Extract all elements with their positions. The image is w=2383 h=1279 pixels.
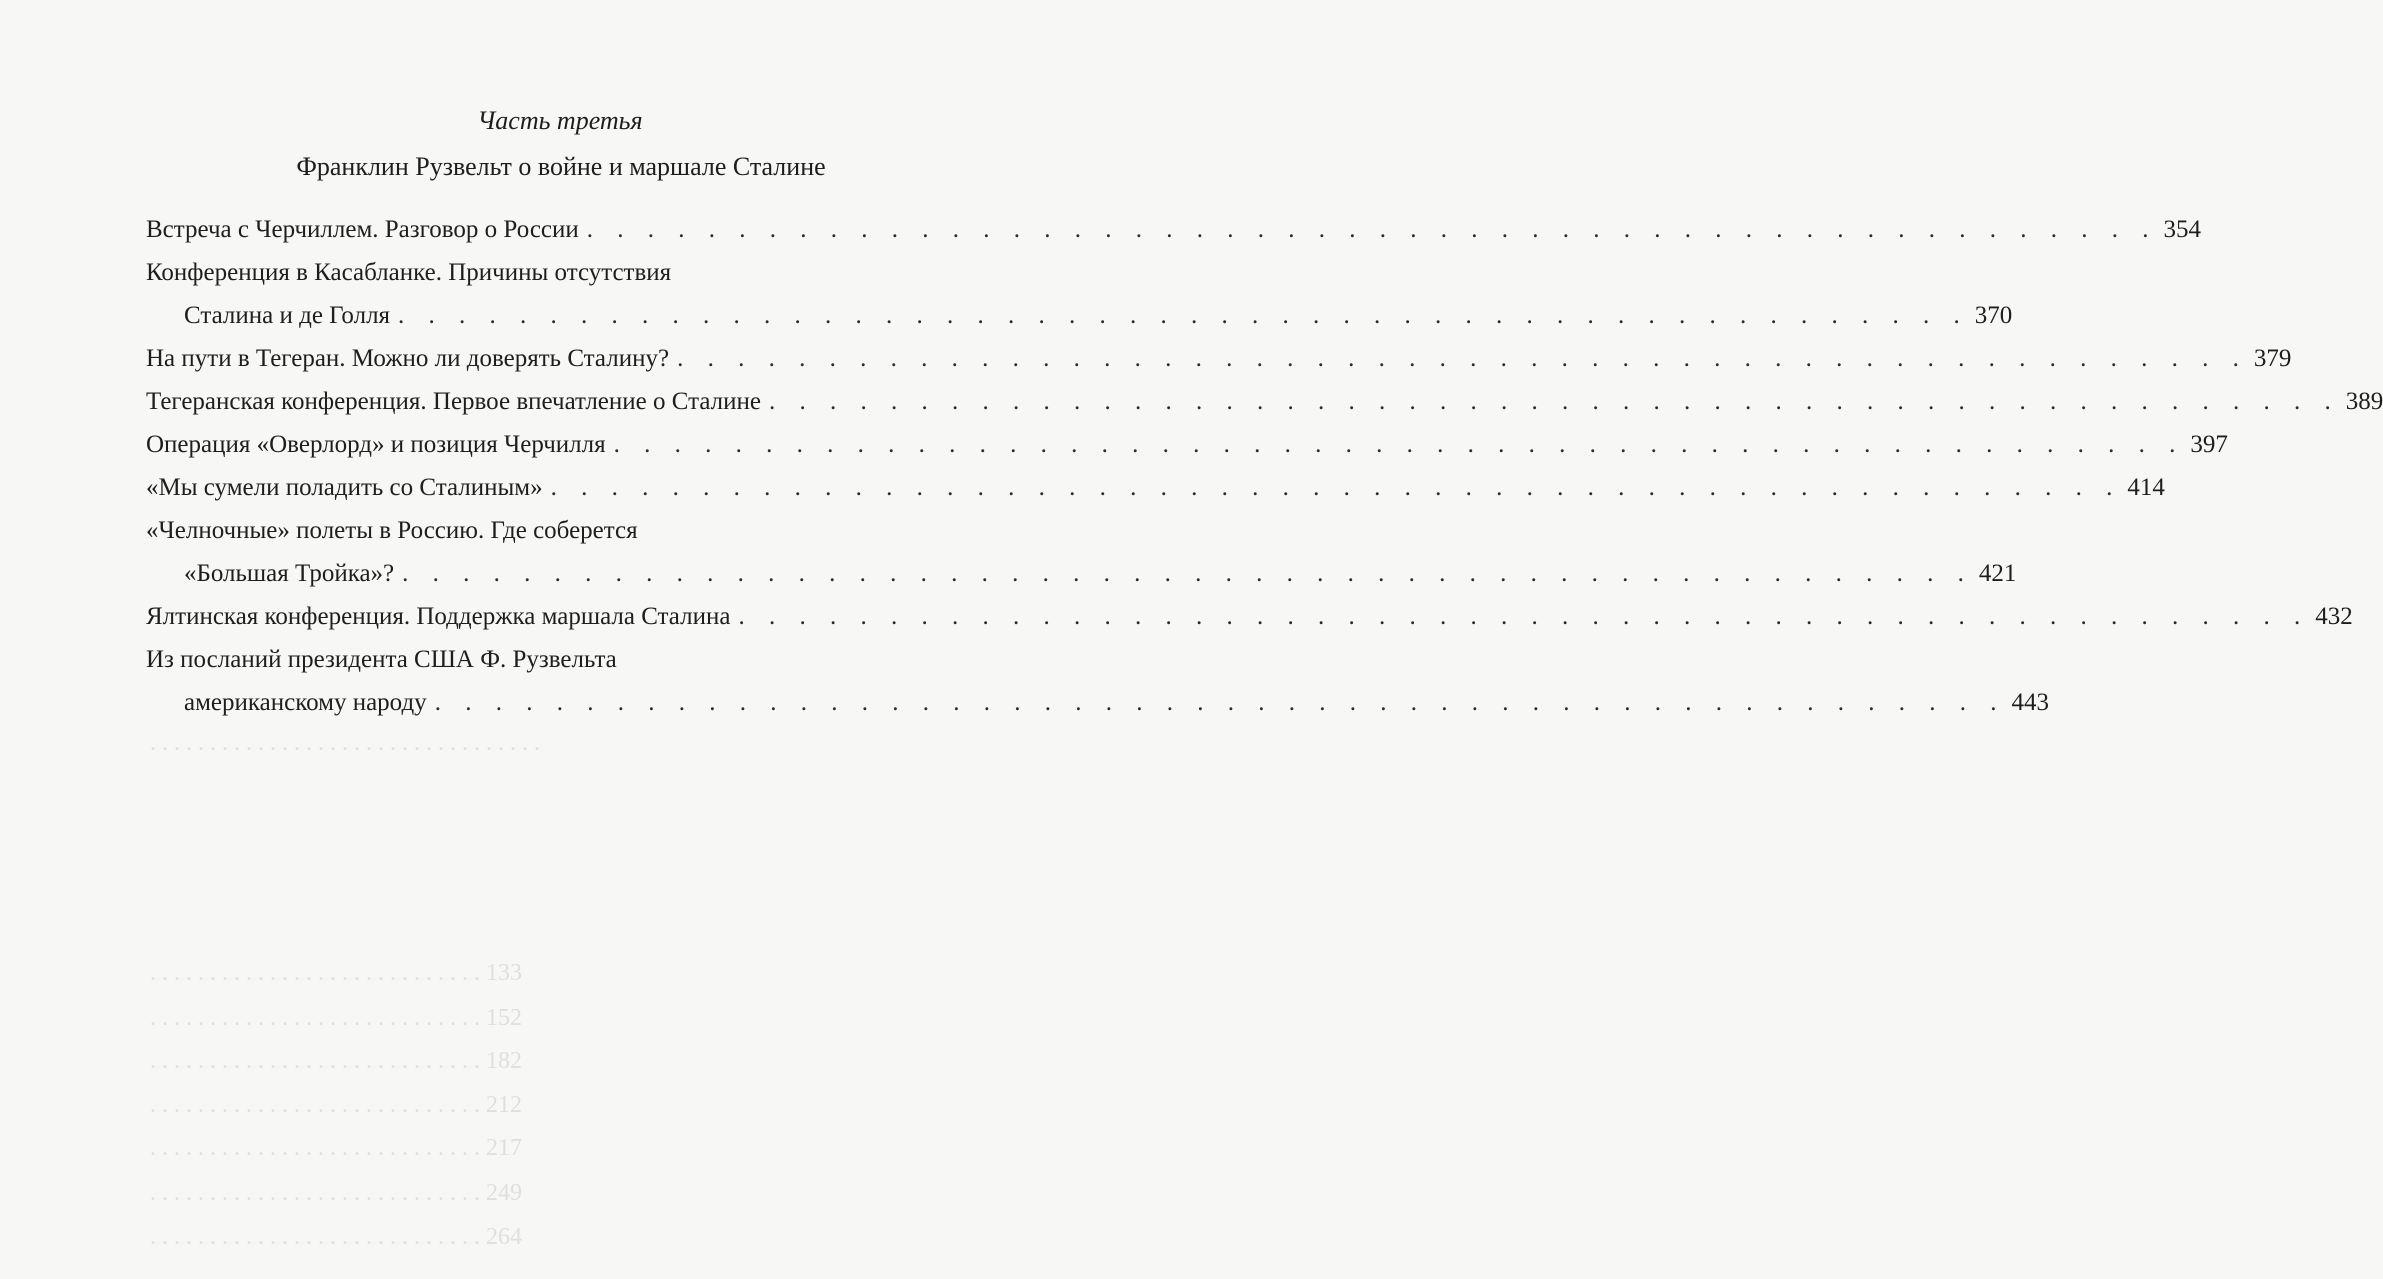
table-of-contents (146, 208, 2383, 724)
toc-entry-line (146, 509, 976, 552)
dot-leader: . . . . . . . . . . . . . . . . . . . . . . . . . . . . . . . . . . . . . . . . . . . . . . . . . . . . (402, 560, 1973, 587)
show-through-text: . . . . . . . . . . . . . . . . . . . . . . . . . . . . . . . . . (150, 730, 540, 756)
show-through-text: . . . . . . . . . . . . . . . . . . . . . . . . . . . . 212 (150, 1092, 522, 1118)
toc-entry-line (146, 208, 2202, 251)
toc-entry-continuation (146, 681, 2049, 724)
toc-entry (146, 638, 2049, 724)
dot-leader: . . . . . . . . . . . . . . . . . . . . . . . . . . . . . . . . . . . . . . . . . . . . . . . . . . . . (768, 388, 2340, 415)
part-title: Франклин Рузвельт о войне и маршале Сталине (296, 152, 826, 181)
dot-leader: . . . . . . . . . . . . . . . . . . . . . . . . . . . . . . . . . . . . . . . . . . . . . . . . . . . . (434, 689, 2006, 716)
toc-entry-title: Сталина и де Голля (184, 302, 391, 329)
toc-entry-continuation (146, 294, 2013, 337)
toc-entry (146, 509, 2017, 595)
dot-leader: . . . . . . . . . . . . . . . . . . . . . . . . . . . . . . . . . . . . . . . . . . . . . . . . . . . . (738, 603, 2310, 630)
dot-leader: . . . . . . . . . . . . . . . . . . . . . . . . . . . . . . . . . . . . . . . . . . . . . . . . . . . . (613, 431, 2185, 458)
dot-leader: . . . . . . . . . . . . . . . . . . . . . . . . . . . . . . . . . . . . . . . . . . . . . . . . . . . . (677, 345, 2248, 372)
toc-entry-title: «Мы сумели поладить со Сталиным» (146, 474, 543, 501)
toc-entry-line (146, 337, 2292, 380)
toc-entry-title: «Большая Тройка»? (184, 560, 395, 587)
toc-page-number: 443 (2011, 689, 2049, 716)
toc-entry-line (146, 380, 2383, 423)
toc-page-number: 379 (2253, 345, 2292, 372)
toc-entry-title: «Челночные» полеты в Россию. Где соберется (146, 517, 638, 544)
toc-entry-title: Из посланий президента США Ф. Рузвельта (146, 646, 617, 673)
toc-entry (146, 423, 2228, 466)
toc-entry-title: Встреча с Черчиллем. Разговор о России (146, 216, 579, 243)
toc-page-number: 354 (2163, 216, 2202, 243)
toc-entry-title: Ялтинская конференция. Поддержка маршала Сталина (146, 603, 731, 630)
show-through-text: . . . . . . . . . . . . . . . . . . . . . . . . . . . . 264 (150, 1224, 522, 1250)
show-through-text: . . . . . . . . . . . . . . . . . . . . . . . . . . . . 182 (150, 1048, 522, 1074)
toc-entry-line (146, 251, 976, 294)
toc-entry-title: Конференция в Касабланке. Причины отсутствия (146, 259, 672, 286)
show-through-text: . . . . . . . . . . . . . . . . . . . . . . . . . . . . 249 (150, 1180, 522, 1206)
toc-entry-title: Операция «Оверлорд» и позиция Черчилля (146, 431, 606, 458)
dot-leader: . . . . . . . . . . . . . . . . . . . . . . . . . . . . . . . . . . . . . . . . . . . . . . . . . . . . (398, 302, 1969, 329)
toc-page-number: 397 (2190, 431, 2228, 458)
show-through-text: . . . . . . . . . . . . . . . . . . . . . . . . . . . . 133 (150, 960, 522, 986)
part-label: Часть третья (477, 106, 643, 135)
toc-entry (146, 466, 2165, 509)
show-through-text: . . . . . . . . . . . . . . . . . . . . . . . . . . . . 152 (150, 1005, 522, 1031)
toc-entry-title: На пути в Тегеран. Можно ли доверять Сталину? (146, 345, 670, 372)
toc-page-number: 432 (2315, 603, 2353, 630)
toc-page-number: 370 (1974, 302, 2013, 329)
toc-entry (146, 251, 2013, 337)
toc-page-number: 421 (1978, 560, 2017, 587)
toc-entry (146, 595, 2353, 638)
toc-entry-line (146, 466, 2165, 509)
toc-entry-line (146, 423, 2228, 466)
toc-entry (146, 337, 2292, 380)
toc-entry-line (146, 595, 2353, 638)
toc-entry-title: американскому народу (184, 689, 427, 716)
toc-entry (146, 208, 2202, 251)
dot-leader: . . . . . . . . . . . . . . . . . . . . . . . . . . . . . . . . . . . . . . . . . . . . . . . . . . . . (550, 474, 2122, 501)
toc-entry-line (146, 638, 976, 681)
dot-leader: . . . . . . . . . . . . . . . . . . . . . . . . . . . . . . . . . . . . . . . . . . . . . . . . . . . . (586, 216, 2158, 243)
show-through-text: . . . . . . . . . . . . . . . . . . . . . . . . . . . . 217 (150, 1135, 522, 1161)
toc-entry-title: Тегеранская конференция. Первое впечатление о Сталине (146, 388, 761, 415)
toc-entry-continuation (146, 552, 2017, 595)
toc-page-number: 389 (2345, 388, 2383, 415)
toc-page-number: 414 (2127, 474, 2165, 501)
toc-entry (146, 380, 2383, 423)
